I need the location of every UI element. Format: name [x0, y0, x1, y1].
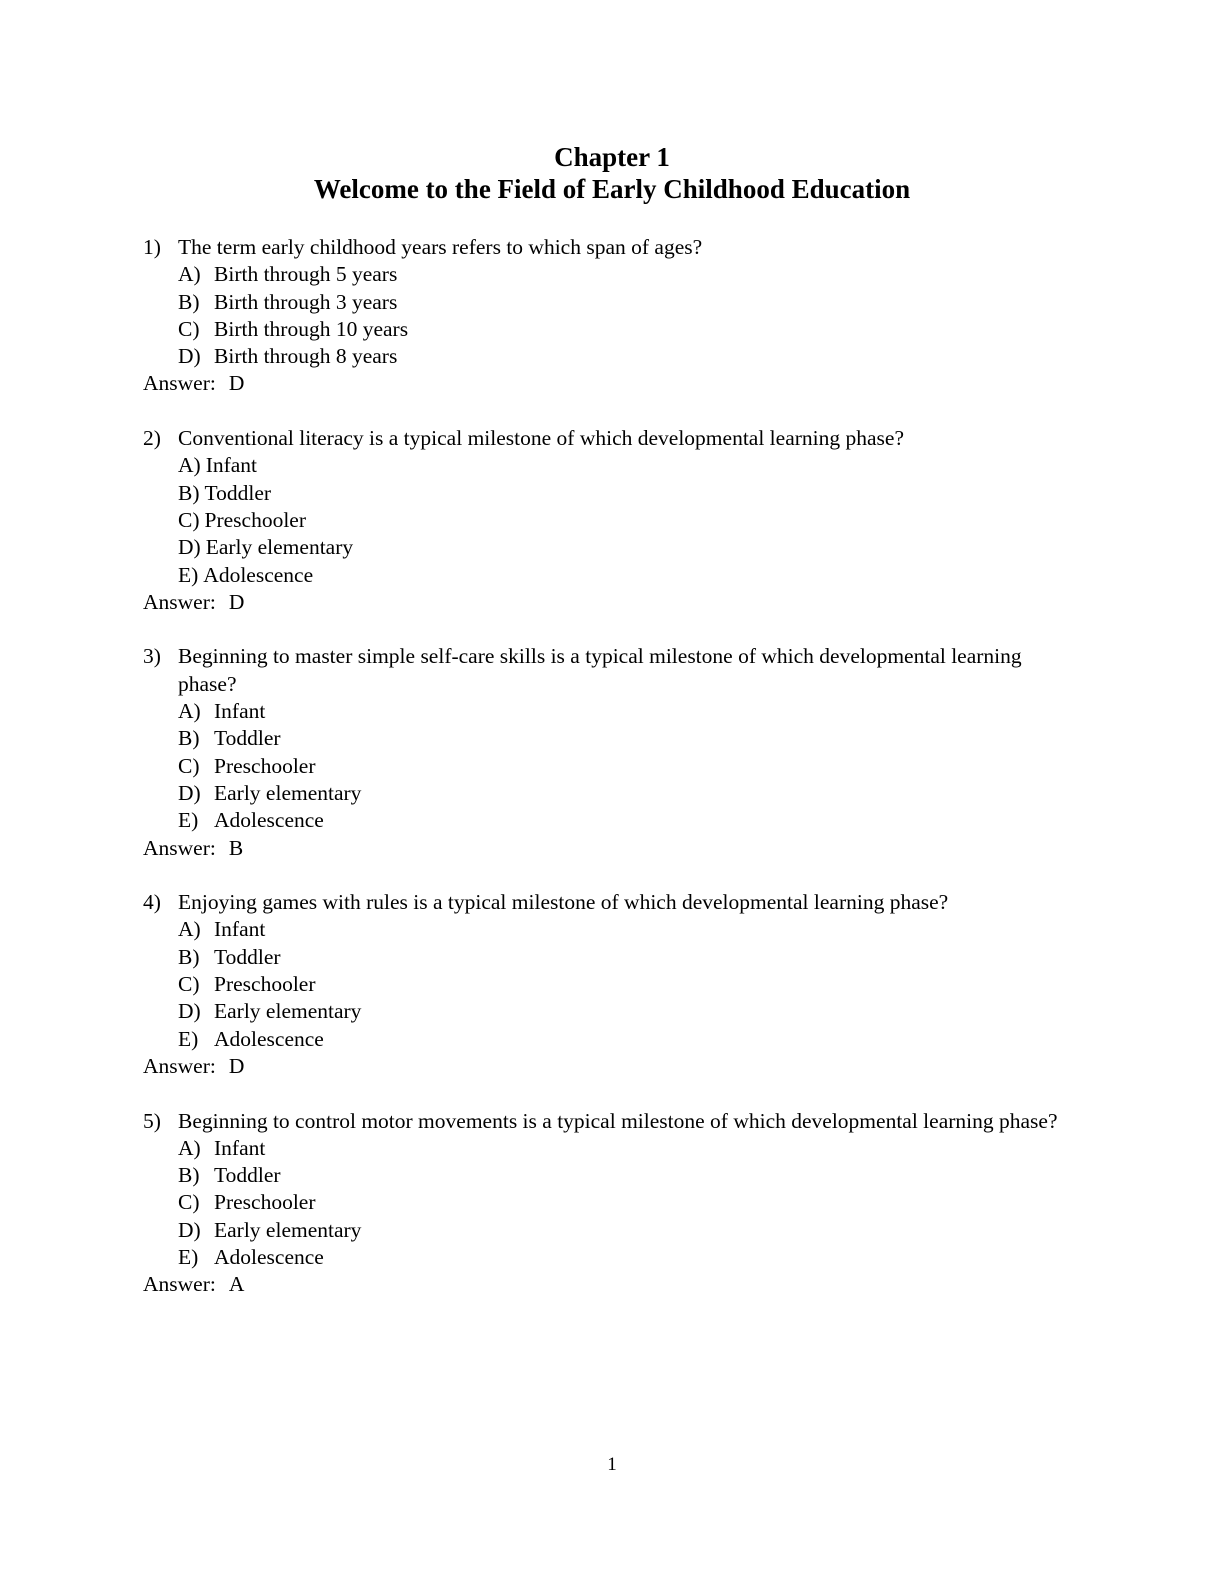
option-b	[178, 1162, 1063, 1189]
option-letter: A)	[178, 1135, 201, 1160]
answer-line	[143, 1271, 1063, 1298]
question-text: Conventional literacy is a typical milestone of which developmental learning phase?	[178, 426, 904, 451]
question-number: 2)	[143, 426, 161, 451]
option-text: Toddler	[214, 726, 281, 751]
option-text: Toddler	[214, 1163, 281, 1188]
option-text: Preschooler	[214, 1190, 316, 1215]
question-text: Enjoying games with rules is a typical milestone of which developmental learning phase?	[178, 890, 949, 915]
question-stem	[143, 889, 1063, 916]
question-list	[143, 234, 1063, 1326]
question-stem	[143, 425, 1063, 452]
option-d	[178, 780, 1063, 807]
option-letter: A)	[178, 262, 201, 287]
option-d	[178, 343, 1063, 370]
option-text: Preschooler	[204, 507, 306, 532]
option-text: Toddler	[214, 944, 281, 969]
answer-value: B	[228, 835, 244, 860]
option-letter: A)	[178, 453, 201, 478]
option-d	[178, 534, 1063, 561]
answer-label: Answer:	[143, 371, 216, 396]
option-text: Birth through 8 years	[214, 344, 398, 369]
option-e	[178, 1244, 1063, 1271]
option-c	[178, 507, 1063, 534]
option-d	[178, 1217, 1063, 1244]
option-c	[178, 753, 1063, 780]
question-stem	[143, 1108, 1063, 1135]
page-number: 1	[607, 1454, 617, 1475]
option-letter: E)	[178, 1244, 199, 1269]
option-letter: B)	[178, 480, 200, 505]
option-text: Early elementary	[214, 1217, 362, 1242]
question-text: The term early childhood years refers to which span of ages?	[178, 235, 703, 259]
option-text: Preschooler	[214, 972, 316, 997]
option-text: Infant	[214, 699, 266, 724]
option-a	[178, 1135, 1063, 1162]
option-letter: A)	[178, 699, 201, 724]
option-text: Preschooler	[214, 753, 316, 778]
option-letter: D)	[178, 344, 201, 369]
question-stem	[143, 234, 1063, 261]
option-text: Birth through 3 years	[214, 289, 398, 314]
option-list	[143, 698, 1063, 834]
option-text: Early elementary	[214, 999, 362, 1024]
answer-line	[143, 1053, 1063, 1080]
option-c	[178, 971, 1063, 998]
question-text: Beginning to master simple self-care skills is a typical milestone of which developmental learning phase?	[178, 644, 1022, 696]
option-e	[178, 1026, 1063, 1053]
option-b	[178, 725, 1063, 752]
title-block	[0, 141, 1224, 205]
option-text: Adolescence	[203, 562, 314, 587]
option-letter: C)	[178, 753, 200, 778]
option-letter: A)	[178, 917, 201, 942]
option-letter: C)	[178, 972, 200, 997]
option-letter: E)	[178, 1026, 199, 1051]
question-stem	[143, 643, 1063, 698]
option-e	[178, 562, 1063, 589]
question-text: Beginning to control motor movements is a typical milestone of which developmental learning phase?	[178, 1108, 1058, 1133]
option-a	[178, 698, 1063, 725]
question-2	[143, 425, 1063, 616]
answer-value: D	[228, 371, 245, 396]
option-list	[143, 261, 1063, 370]
option-letter: B)	[178, 289, 200, 314]
option-letter: C)	[178, 507, 200, 532]
question-number: 3)	[143, 644, 161, 669]
answer-line	[143, 589, 1063, 616]
answer-label: Answer:	[143, 835, 216, 860]
option-letter: B)	[178, 1163, 200, 1188]
option-list	[143, 1135, 1063, 1271]
option-text: Toddler	[204, 480, 272, 505]
option-text: Early elementary	[205, 535, 354, 560]
option-text: Adolescence	[214, 1244, 324, 1269]
question-number: 4)	[143, 890, 161, 915]
option-e	[178, 807, 1063, 834]
page-title: Welcome to the Field of Early Childhood Education	[313, 174, 911, 204]
option-a	[178, 261, 1063, 288]
question-3	[143, 643, 1063, 861]
option-letter: C)	[178, 1190, 200, 1215]
option-letter: E)	[178, 808, 199, 833]
question-number: 1)	[143, 235, 161, 259]
answer-label: Answer:	[143, 1053, 216, 1078]
option-letter: D)	[178, 1217, 201, 1242]
answer-line	[143, 835, 1063, 862]
option-text: Adolescence	[214, 808, 324, 833]
chapter-heading: Chapter 1	[554, 142, 670, 172]
option-a	[178, 916, 1063, 943]
answer-value: A	[228, 1272, 245, 1297]
option-letter: B)	[178, 726, 200, 751]
option-text: Infant	[214, 917, 266, 942]
option-letter: C)	[178, 316, 200, 341]
question-4	[143, 889, 1063, 1080]
option-text: Adolescence	[214, 1026, 324, 1051]
option-list	[143, 452, 1063, 588]
question-5	[143, 1108, 1063, 1299]
answer-value: D	[228, 589, 245, 614]
answer-line	[143, 370, 1063, 397]
option-text: Early elementary	[214, 780, 362, 805]
question-1	[143, 234, 1063, 398]
option-d	[178, 998, 1063, 1025]
option-letter: D)	[178, 535, 201, 560]
question-number: 5)	[143, 1108, 161, 1133]
option-c	[178, 1189, 1063, 1216]
option-letter: D)	[178, 999, 201, 1024]
option-b	[178, 289, 1063, 316]
option-text: Birth through 5 years	[214, 262, 398, 287]
option-b	[178, 944, 1063, 971]
option-text: Birth through 10 years	[214, 316, 409, 341]
option-letter: E)	[178, 562, 199, 587]
option-letter: D)	[178, 780, 201, 805]
option-letter: B)	[178, 944, 200, 969]
option-text: Infant	[205, 453, 258, 478]
option-list	[143, 916, 1063, 1052]
option-c	[178, 316, 1063, 343]
option-a	[178, 452, 1063, 479]
answer-label: Answer:	[143, 1272, 216, 1297]
option-text: Infant	[214, 1135, 266, 1160]
option-b	[178, 480, 1063, 507]
answer-value: D	[228, 1053, 245, 1078]
answer-label: Answer:	[143, 589, 216, 614]
